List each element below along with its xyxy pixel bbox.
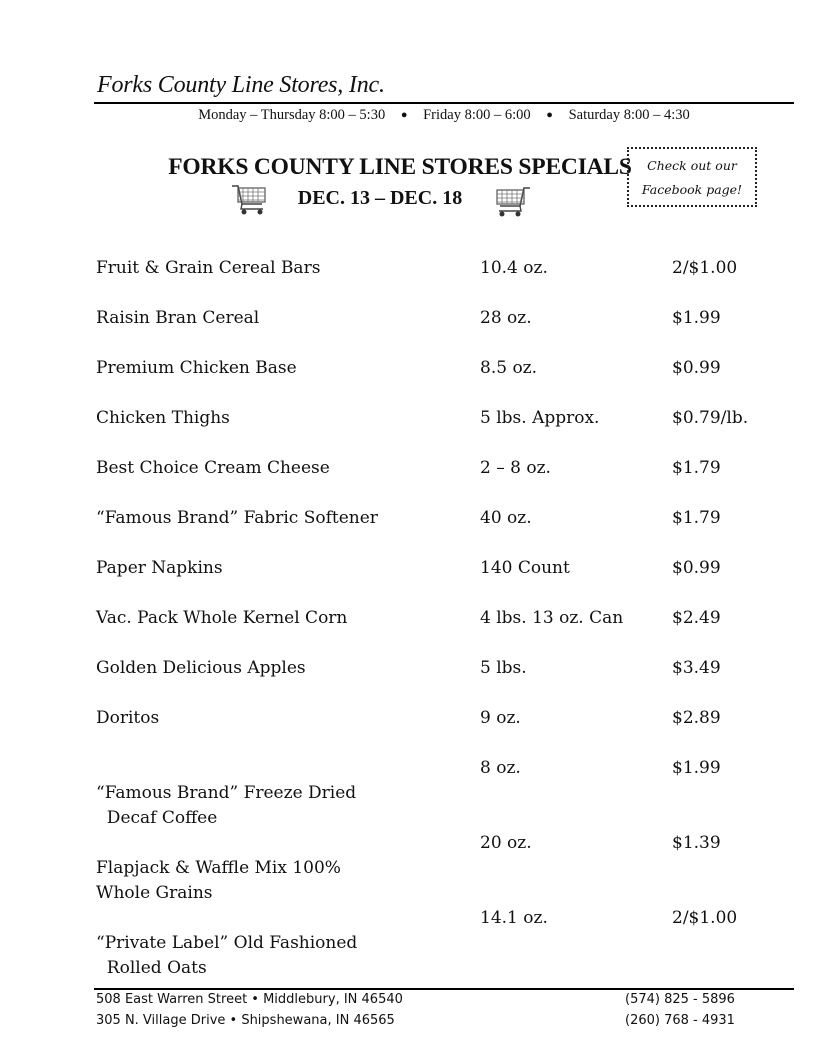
item-price: $1.39 <box>672 833 721 853</box>
footer-address-shipshewana: 305 N. Village Drive • Shipshewana, IN 46565 <box>96 1013 395 1028</box>
item-name-line-2: Whole Grains <box>96 883 213 903</box>
item-price: $3.49 <box>672 658 721 678</box>
item-size: 40 oz. <box>480 508 532 528</box>
item-name-line-1: Flapjack & Waffle Mix 100% <box>96 858 341 878</box>
item-name: Vac. Pack Whole Kernel Corn <box>96 608 348 628</box>
item-size: 8.5 oz. <box>480 358 538 378</box>
footer-phone-middlebury: (574) 825 - 5896 <box>625 992 735 1007</box>
company-name: Forks County Line Stores, Inc. <box>97 72 385 98</box>
item-size: 14.1 oz. <box>480 908 548 928</box>
header-divider <box>94 102 794 104</box>
facebook-callout <box>627 147 757 207</box>
item-price: $1.99 <box>672 308 721 328</box>
hours-separator: ● <box>546 109 553 121</box>
hours-separator: ● <box>400 109 408 121</box>
item-price: $2.89 <box>672 708 721 728</box>
item-size: 8 oz. <box>480 758 521 778</box>
item-size: 4 lbs. 13 oz. Can <box>480 608 624 628</box>
item-name: Doritos <box>96 708 160 728</box>
item-price: $1.99 <box>672 758 721 778</box>
item-price: $1.79 <box>672 458 721 478</box>
item-name-line-1: “Private Label” Old Fashioned <box>96 933 358 953</box>
hours-weekday: Monday – Thursday 8:00 – 5:30 <box>198 107 386 123</box>
item-name: “Famous Brand” Fabric Softener <box>96 508 378 528</box>
hours-friday: Friday 8:00 – 6:00 <box>423 107 531 123</box>
store-hours <box>94 107 794 124</box>
item-size: 140 Count <box>480 558 570 578</box>
item-price: 2/$1.00 <box>672 908 738 928</box>
item-name-line-1: “Famous Brand” Freeze Dried <box>96 783 357 803</box>
item-price: $0.99 <box>672 358 721 378</box>
item-name: Golden Delicious Apples <box>96 658 306 678</box>
item-size: 9 oz. <box>480 708 521 728</box>
item-name: Fruit & Grain Cereal Bars <box>96 258 321 278</box>
item-size: 5 lbs. <box>480 658 527 678</box>
item-size: 5 lbs. Approx. <box>480 408 600 428</box>
item-size: 20 oz. <box>480 833 532 853</box>
specials-title: FORKS COUNTY LINE STORES SPECIALS <box>168 154 632 180</box>
item-name-line-2: Decaf Coffee <box>96 808 218 828</box>
facebook-line-1: Check out our <box>647 158 737 173</box>
specials-dates: DEC. 13 – DEC. 18 <box>297 187 463 209</box>
footer-divider <box>94 988 794 990</box>
item-name: Best Choice Cream Cheese <box>96 458 330 478</box>
item-size: 28 oz. <box>480 308 532 328</box>
item-size: 10.4 oz. <box>480 258 548 278</box>
item-size: 2 – 8 oz. <box>480 458 551 478</box>
item-name: Raisin Bran Cereal <box>96 308 260 328</box>
item-price: $0.99 <box>672 558 721 578</box>
item-name: Chicken Thighs <box>96 408 230 428</box>
item-price: $0.79/lb. <box>672 408 749 428</box>
shopping-cart-icon <box>494 184 532 218</box>
item-price: $2.49 <box>672 608 721 628</box>
footer-address-middlebury: 508 East Warren Street • Middlebury, IN 46540 <box>96 992 403 1007</box>
facebook-line-2: Facebook page! <box>641 182 743 197</box>
item-name <box>96 906 466 1006</box>
item-price: 2/$1.00 <box>672 258 738 278</box>
item-name-line-2: Rolled Oats <box>96 958 207 978</box>
item-price: $1.79 <box>672 508 721 528</box>
item-name: Premium Chicken Base <box>96 358 297 378</box>
footer-phone-shipshewana: (260) 768 - 4931 <box>625 1013 735 1028</box>
shopping-cart-icon <box>230 182 268 216</box>
hours-saturday: Saturday 8:00 – 4:30 <box>568 107 690 123</box>
item-name: Paper Napkins <box>96 558 223 578</box>
